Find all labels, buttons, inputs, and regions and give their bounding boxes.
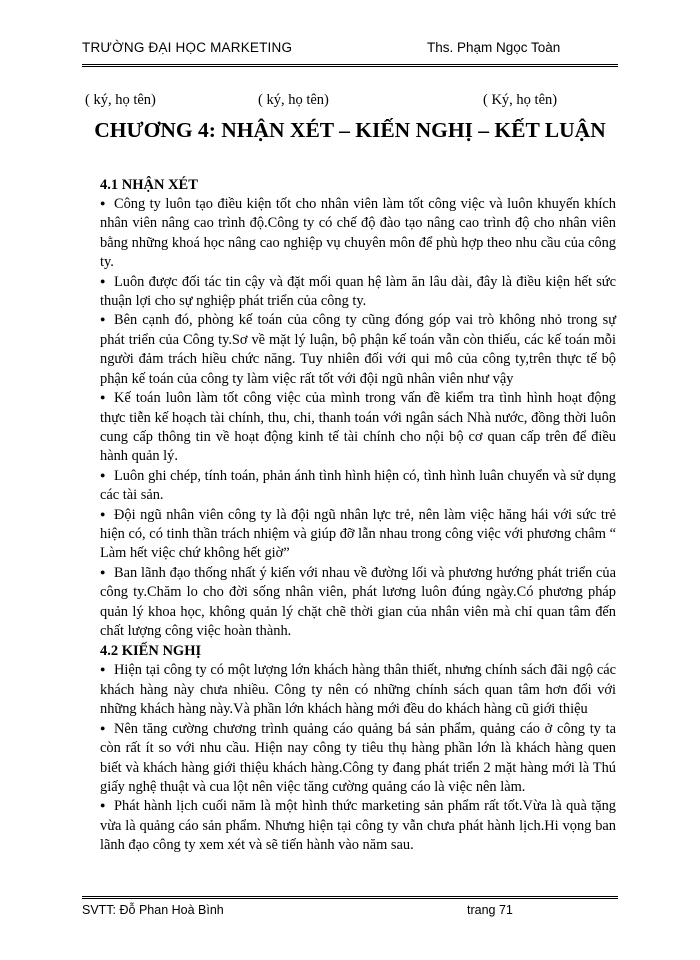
- bullet-icon: ●: [100, 275, 106, 286]
- paragraph-text: Kế toán luôn làm tốt công việc của mình trong vấn đề kiểm tra tình hình hoạt động thực tiễn kế hoạch tài chính, thu, chi, thanh toán với ngân sách Nhà nước, đồng thời luôn cung cấp thông tin về hoạt động kinh tế tài chính cho nội bộ cơ quan cấp trên để điều hành quản lý.: [100, 390, 616, 465]
- bullet-paragraph: [100, 564, 616, 642]
- bullet-icon: ●: [100, 198, 106, 208]
- paragraph-text: Hiện tại công ty có một lượng lớn khách hàng thân thiết, nhưng chính sách đãi ngộ các khách hàng này chưa nhiều. Công ty nên có những chính sách quan tâm hơn đối với những khách hàng này.Và phần lớn khách hàng mới đều do khách hàng cũ giới thiệu: [100, 662, 616, 718]
- paragraph-text: Nên tăng cường chương trình quảng cáo quảng bá sản phẩm, quảng cáo ở công ty ta còn rất ít so với nhu cầu. Hiện nay công ty tiêu thụ hàng phần lớn là khách hàng quen biết và khách hàng giới thiệu khách hàng.Công ty đang phát triển 2 mặt hàng mới là Thú giấy nghệ thuật và cua lột nên việc tăng cường quảng cáo là việc nên làm.: [100, 720, 616, 795]
- signature-label: ( Ký, họ tên): [483, 92, 558, 108]
- document-body: [100, 175, 616, 856]
- bullet-paragraph: [100, 661, 616, 719]
- bullet-paragraph: [100, 311, 616, 389]
- section-heading: 4.2 KIẾN NGHỊ: [100, 643, 202, 660]
- paragraph-text: Công ty luôn tạo điều kiện tốt cho nhân viên làm tốt công việc và luôn khuyến khích nhân viên nâng cao trình độ.Công ty có chế độ đào tạo nâng cao trình độ cho nhân viên bằng những khoá học nâng cao nghiệp vụ chuyên môn để phù hợp theo nhu cầu của công ty.: [100, 196, 616, 271]
- chapter-title: CHƯƠNG 4: NHẬN XÉT – KIẾN NGHỊ – KẾT LUẬN: [94, 118, 606, 142]
- bullet-icon: ●: [100, 314, 106, 325]
- bullet-icon: ●: [100, 469, 106, 480]
- bullet-icon: ●: [100, 508, 106, 519]
- signature-label: ( ký, họ tên): [258, 92, 329, 108]
- bullet-paragraph: [100, 720, 616, 798]
- bullet-icon: ●: [100, 392, 106, 403]
- section-heading: 4.1 NHẬN XÉT: [100, 177, 198, 193]
- bullet-paragraph: [100, 389, 616, 467]
- bullet-icon: ●: [100, 800, 106, 811]
- header-divider: [82, 64, 618, 67]
- bullet-icon: ●: [100, 664, 106, 675]
- header-school-name: TRƯỜNG ĐẠI HỌC MARKETING: [82, 40, 293, 55]
- paragraph-text: Đội ngũ nhân viên công ty là đội ngũ nhân lực trẻ, nên làm việc hăng hái với sức trẻ hiện có, có tinh thần trách nhiệm và giúp đỡ lẫn nhau trong công việc với phương châm “ Làm hết việc chứ không hết giờ”: [100, 506, 616, 562]
- footer-student-name: SVTT: Đỗ Phan Hoà Bình: [82, 903, 224, 917]
- paragraph-text: Luôn ghi chép, tính toán, phản ánh tình hình hiện có, tình hình luân chuyển và sử dụng các tài sản.: [100, 467, 616, 504]
- signature-label: ( ký, họ tên): [85, 92, 156, 108]
- page-header: [82, 38, 618, 62]
- paragraph-text: Luôn được đối tác tin cậy và đặt mối quan hệ làm ăn lâu dài, đây là điều kiện hết sức thuận lợi cho sự nghiệp phát triển của công ty.: [100, 273, 616, 310]
- footer-divider: [82, 896, 618, 899]
- bullet-paragraph: [100, 273, 616, 312]
- bullet-paragraph: [100, 506, 616, 564]
- page-number: trang 71: [467, 903, 513, 917]
- paragraph-text: Phát hành lịch cuối năm là một hình thức marketing sản phẩm rất tốt.Vừa là quà tặng vừa là quảng cáo sản phẩm. Nhưng hiện tại công ty vẫn chưa phát hành lịch.Hi vọng ban lãnh đạo công ty xem xét và sẽ tiến hành vào năm sau.: [100, 798, 616, 854]
- bullet-paragraph: [100, 195, 616, 273]
- bullet-icon: ●: [100, 566, 106, 577]
- paragraph-text: Bên cạnh đó, phòng kế toán của công ty cũng đóng góp vai trò không nhỏ trong sự phát triển của Công ty.Sơ về mặt lý luận, bộ phận kế toán vẫn còn thiếu, các kế toán mỗi người đảm trách hiều chức năng. Tuy nhiên đối với qui mô của công ty,trên thực tế bộ phận kế toán của công ty làm việc rất tốt với đội ngũ nhân viên như vậy: [100, 312, 616, 387]
- paragraph-text: Ban lãnh đạo thống nhất ý kiến với nhau về đường lối và phương hướng phát triển của công ty.Chăm lo cho đời sống nhân viên, phát lương luôn đúng ngày.Có phương pháp quản lý khoa học, không quản lý chặt chẽ thời gian của nhân viên mà chỉ quan tâm đến chất lượng công việc hoàn thành.: [100, 564, 616, 640]
- bullet-icon: ●: [100, 722, 106, 733]
- header-lecturer-name: Ths. Phạm Ngọc Toàn: [427, 40, 561, 55]
- bullet-paragraph: [100, 797, 616, 855]
- bullet-paragraph: [100, 467, 616, 506]
